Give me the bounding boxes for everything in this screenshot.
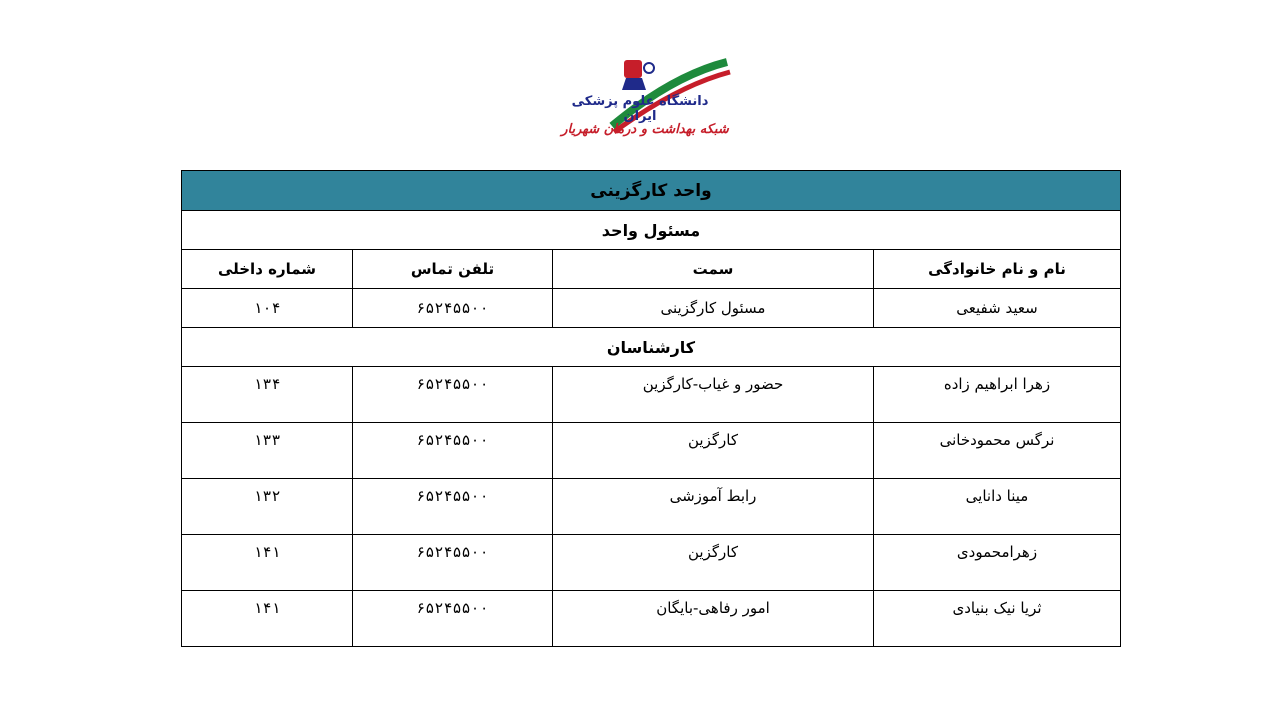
logo-network-name: شبکه بهداشت و درمان شهریار [561, 122, 729, 137]
cell-phone: ۶۵۲۴۵۵۰۰ [353, 479, 553, 535]
cell-name: زهرا ابراهیم زاده [874, 367, 1121, 423]
table-title-row [182, 171, 1121, 211]
table-row [182, 367, 1121, 423]
cell-role: رابط آموزشی [553, 479, 874, 535]
column-header-row [182, 250, 1121, 289]
table-row [182, 423, 1121, 479]
cell-ext: ۱۰۴ [182, 289, 353, 328]
column-header-phone: تلفن تماس [353, 250, 553, 289]
table-row [182, 535, 1121, 591]
cell-name: نرگس محمودخانی [874, 423, 1121, 479]
cell-name: مینا دانایی [874, 479, 1121, 535]
cell-role: امور رفاهی-بایگان [553, 591, 874, 647]
staff-section-title: کارشناسان [182, 328, 1121, 367]
head-section-row [182, 211, 1121, 250]
column-header-name: نام و نام خانوادگی [874, 250, 1121, 289]
cell-phone: ۶۵۲۴۵۵۰۰ [353, 535, 553, 591]
logo-university-name: دانشگاه علوم پزشکی ایران [571, 94, 709, 124]
column-header-ext: شماره داخلی [182, 250, 353, 289]
university-logo [552, 56, 738, 148]
cell-role: حضور و غیاب-کارگزین [553, 367, 874, 423]
head-section-title: مسئول واحد [182, 211, 1121, 250]
table-row [182, 591, 1121, 647]
cell-phone: ۶۵۲۴۵۵۰۰ [353, 423, 553, 479]
table-row [182, 289, 1121, 328]
cell-phone: ۶۵۲۴۵۵۰۰ [353, 289, 553, 328]
cell-name: سعید شفیعی [874, 289, 1121, 328]
cell-role: مسئول کارگزینی [553, 289, 874, 328]
cell-name: زهرامحمودی [874, 535, 1121, 591]
cell-ext: ۱۳۳ [182, 423, 353, 479]
staff-section-row [182, 328, 1121, 367]
cell-ext: ۱۳۴ [182, 367, 353, 423]
column-header-role: سمت [553, 250, 874, 289]
staff-table [181, 170, 1121, 647]
cell-role: کارگزین [553, 423, 874, 479]
cell-ext: ۱۴۱ [182, 535, 353, 591]
cell-role: کارگزین [553, 535, 874, 591]
cell-name: ثریا نیک بنیادی [874, 591, 1121, 647]
cell-ext: ۱۴۱ [182, 591, 353, 647]
cell-phone: ۶۵۲۴۵۵۰۰ [353, 367, 553, 423]
cell-ext: ۱۳۲ [182, 479, 353, 535]
table-row [182, 479, 1121, 535]
cell-phone: ۶۵۲۴۵۵۰۰ [353, 591, 553, 647]
table-title: واحد کارگزینی [182, 171, 1121, 211]
